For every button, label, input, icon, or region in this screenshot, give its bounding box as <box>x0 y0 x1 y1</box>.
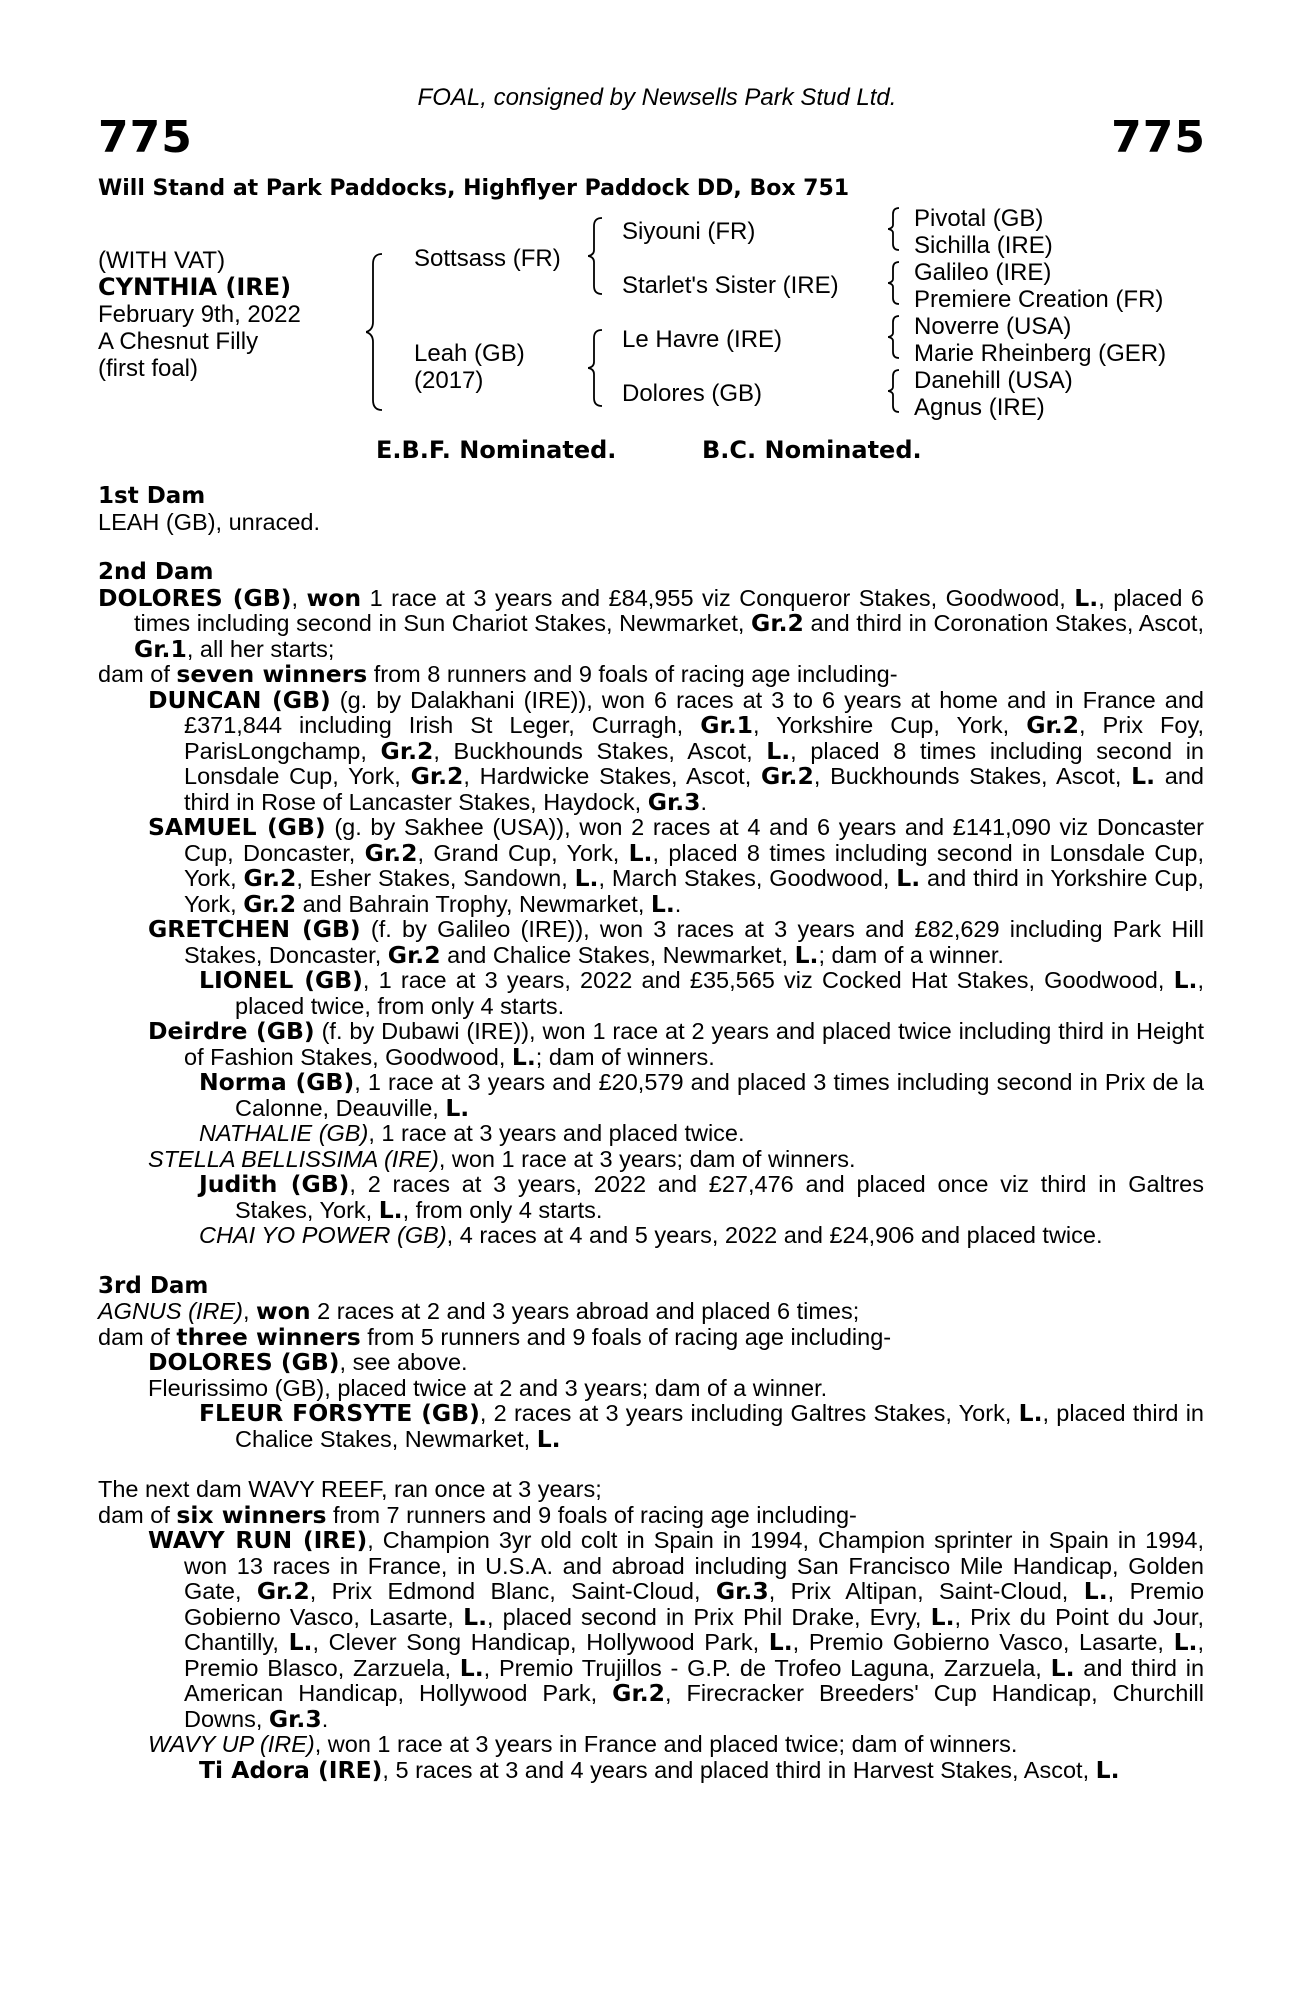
third-dam-heading: 3rd Dam <box>98 1272 209 1299</box>
pedigree-brace-g4 <box>888 368 908 414</box>
entry-nathalie: NATHALIE (GB), 1 race at 3 years and placed twice. <box>199 1120 745 1146</box>
pedigree-brace-dam <box>588 328 612 408</box>
next-dam-intro: The next dam WAVY REEF, ran once at 3 years; <box>98 1476 602 1502</box>
pedigree-g3-2: Sichilla (IRE) <box>914 232 1053 259</box>
lot-name: CYNTHIA (IRE) <box>98 273 292 301</box>
ebf-nomination: E.B.F. Nominated. <box>376 436 617 464</box>
pedigree-g3-4: Premiere Creation (FR) <box>914 286 1164 313</box>
stand-location: Will Stand at Park Paddocks, Highflyer Paddock DD, Box 751 <box>98 176 850 201</box>
next-dam-produce-summary: dam of six winners from 7 runners and 9 foals of racing age including- <box>98 1500 857 1529</box>
pedigree-brace-g3 <box>888 314 908 360</box>
entry-norma: Norma (GB), 1 race at 3 years and £20,579 and placed 3 times including second in Prix de la Calonne, Deauville, L. <box>199 1068 1204 1122</box>
first-dam-text: LEAH (GB), unraced. <box>98 508 321 535</box>
entry-ti-adora: Ti Adora (IRE), 5 races at 3 and 4 years and placed third in Harvest Stakes, Ascot, L. <box>199 1755 1120 1784</box>
entry-dolores: DOLORES (GB), won 1 race at 3 years and £84,955 viz Conqueror Stakes, Goodwood, L., placed 6 times including second in Sun Chariot Stakes, Newmarket, Gr.2 and third in Coronation Stakes, Ascot, Gr.1, all her starts; <box>98 583 1204 663</box>
lot-description: A Chesnut Filly <box>98 328 259 355</box>
pedigree-g3-3: Galileo (IRE) <box>914 259 1052 286</box>
bc-nomination: B.C. Nominated. <box>702 436 922 464</box>
entry-duncan: DUNCAN (GB) (g. by Dalakhani (IRE)), won 6 races at 3 to 6 years at home and in France and £371,844 including Irish St Leger, Curragh, Gr.1, Yorkshire Cup, York, Gr.2, Prix Foy, ParisLongchamp, Gr.2, Buckhounds Stakes, Ascot, L., placed 8 times including second in Lonsdale Cup, York, Gr.2, Hardwicke Stakes, Ascot, Gr.2, Buckhounds Stakes, Ascot, L. and third in Rose of Lancaster Stakes, Haydock, Gr.3. <box>148 685 1204 816</box>
catalogue-body <box>98 484 1204 1783</box>
pedigree-brace-g1 <box>888 206 908 252</box>
pedigree-dam-year: (2017) <box>414 367 484 394</box>
entry-deirdre: Deirdre (GB) (f. by Dubawi (IRE)), won 1 race at 2 years and placed twice including third in Height of Fashion Stakes, Goodwood, L.; dam of winners. <box>148 1017 1204 1071</box>
entry-fleurissimo: Fleurissimo (GB), placed twice at 2 and 3 years; dam of a winner. <box>148 1374 828 1401</box>
entry-judith: Judith (GB), 2 races at 3 years, 2022 and £27,476 and placed once viz third in Galtres Stakes, York, L., from only 4 starts. <box>199 1170 1204 1224</box>
pedigree-g3-7: Danehill (USA) <box>914 367 1073 394</box>
pedigree-brace-main <box>366 252 396 412</box>
pedigree-g3-8: Agnus (IRE) <box>914 394 1045 421</box>
pedigree-dam-sire: Le Havre (IRE) <box>622 326 783 353</box>
entry-dolores-ref: DOLORES (GB), see above. <box>148 1348 468 1376</box>
pedigree-g3-6: Marie Rheinberg (GER) <box>914 340 1167 367</box>
vat-note: (WITH VAT) <box>98 247 226 274</box>
pedigree-sire: Sottsass (FR) <box>414 245 561 272</box>
pedigree-g3-1: Pivotal (GB) <box>914 205 1044 232</box>
second-dam-produce-summary: dam of seven winners from 8 runners and 9 foals of racing age including- <box>98 660 898 688</box>
entry-stella: STELLA BELLISSIMA (IRE), won 1 race at 3 years; dam of winners. <box>148 1145 856 1172</box>
first-dam-heading: 1st Dam <box>98 483 206 509</box>
consignor-line: FOAL, consigned by Newsells Park Stud Ltd. <box>417 84 897 111</box>
pedigree-sire-dam: Starlet's Sister (IRE) <box>622 272 839 299</box>
second-dam-heading: 2nd Dam <box>98 559 214 585</box>
foal-note: (first foal) <box>98 355 199 382</box>
pedigree-dam-dam: Dolores (GB) <box>622 380 763 407</box>
entry-agnus: AGNUS (IRE), won 2 races at 2 and 3 years abroad and placed 6 times; <box>98 1297 860 1325</box>
entry-chai-yo-power: CHAI YO POWER (GB), 4 races at 4 and 5 years, 2022 and £24,906 and placed twice. <box>199 1222 1103 1248</box>
pedigree-dam: Leah (GB) <box>414 340 525 367</box>
foaling-date: February 9th, 2022 <box>98 301 301 328</box>
entry-lionel: LIONEL (GB), 1 race at 3 years, 2022 and £35,565 viz Cocked Hat Stakes, Goodwood, L., placed twice, from only 4 starts. <box>199 966 1204 1019</box>
entry-gretchen: GRETCHEN (GB) (f. by Galileo (IRE)), won 3 races at 3 years and £82,629 including Park Hill Stakes, Doncaster, Gr.2 and Chalice Stakes, Newmarket, L.; dam of a winner. <box>148 915 1204 969</box>
entry-wavy-run: WAVY RUN (IRE), Champion 3yr old colt in Spain in 1994, Champion sprinter in Spain in 1994, won 13 races in France, in U.S.A. and abroad including San Francisco Mile Handicap, Golden Gate, Gr.2, Prix Edmond Blanc, Saint-Cloud, Gr.3, Prix Altipan, Saint-Cloud, L., Premio Gobierno Vasco, Lasarte, L., placed second in Prix Phil Drake, Evry, L., Prix du Point du Jour, Chantilly, L., Clever Song Handicap, Hollywood Park, L., Premio Gobierno Vasco, Lasarte, L., Premio Blasco, Zarzuela, L., Premio Trujillos - G.P. de Trofeo Laguna, Zarzuela, L. and third in American Handicap, Hollywood Park, Gr.2, Firecracker Breeders' Cup Handicap, Churchill Downs, Gr.3. <box>148 1526 1205 1733</box>
entry-samuel: SAMUEL (GB) (g. by Sakhee (USA)), won 2 races at 4 and 6 years and £141,090 viz Doncaster Cup, Doncaster, Gr.2, Grand Cup, York, L., placed 8 times including second in Lonsdale Cup, York, Gr.2, Esher Stakes, Sandown, L., March Stakes, Goodwood, L. and third in Yorkshire Cup, York, Gr.2 and Bahrain Trophy, Newmarket, L.. <box>148 813 1204 918</box>
entry-wavy-up: WAVY UP (IRE), won 1 race at 3 years in France and placed twice; dam of winners. <box>148 1731 1018 1757</box>
pedigree-brace-g2 <box>888 260 908 306</box>
pedigree-g3-5: Noverre (USA) <box>914 313 1072 340</box>
pedigree-brace-sire <box>588 216 612 296</box>
third-dam-produce-summary: dam of three winners from 5 runners and 9 foals of racing age including- <box>98 1322 892 1351</box>
lot-info <box>98 247 301 382</box>
pedigree-sire-sire: Siyouni (FR) <box>622 218 756 245</box>
lot-number-left: 775 <box>98 112 193 163</box>
entry-fleur-forsyte: FLEUR FORSYTE (GB), 2 races at 3 years including Galtres Stakes, York, L., placed third in Chalice Stakes, Newmarket, L. <box>199 1399 1204 1453</box>
lot-number-right: 775 <box>1111 112 1206 163</box>
